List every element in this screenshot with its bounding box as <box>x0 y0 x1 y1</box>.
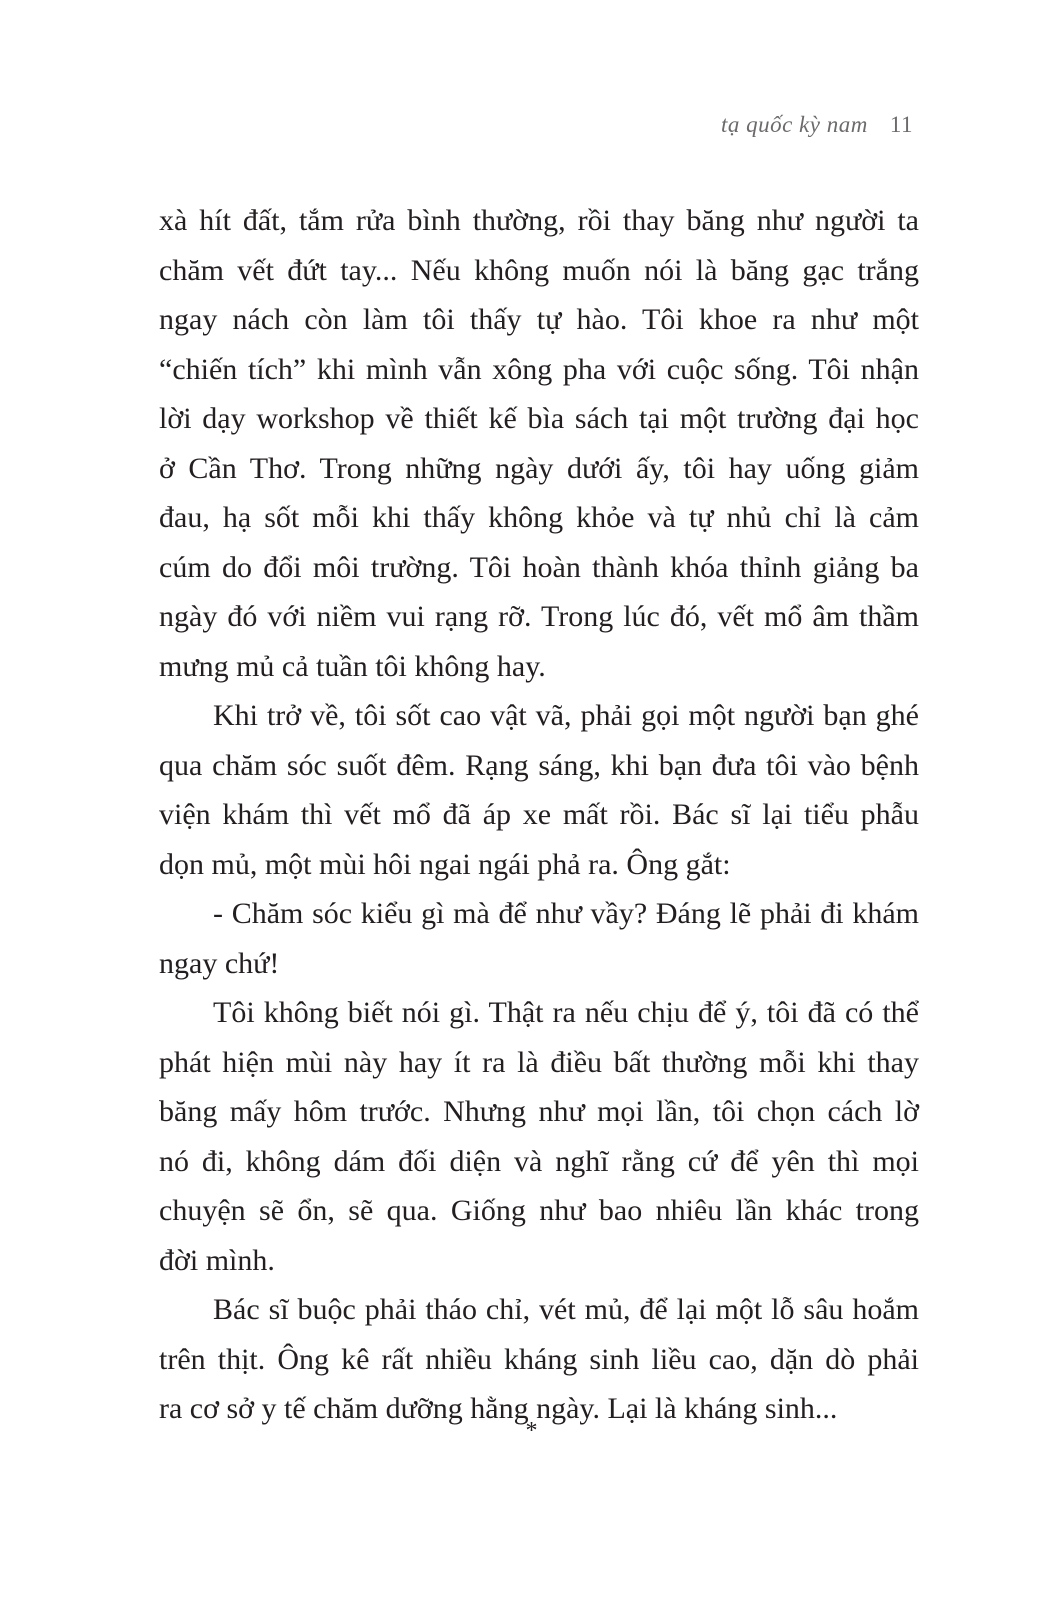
text-line: ngày đó với niềm vui rạng rỡ. Trong lúc đó, vết mổ âm thầm <box>159 600 919 633</box>
text-line: Tôi không biết nói gì. Thật ra nếu chịu để ý, tôi đã có thể <box>213 996 919 1029</box>
text-line: mưng mủ cả tuần tôi không hay. <box>159 649 546 683</box>
text-line: “chiến tích” khi mình vẫn xông pha với cuộc sống. Tôi nhận <box>159 352 919 386</box>
text-line: ngay chứ! <box>159 946 280 980</box>
paragraph <box>159 1285 919 1434</box>
paragraph <box>159 691 919 889</box>
section-break-asterisk: * <box>525 1418 538 1444</box>
page-number: 11 <box>889 112 913 137</box>
text-line: băng mấy hôm trước. Nhưng như mọi lần, tôi chọn cách lờ <box>159 1095 919 1128</box>
text-line: chăm vết đứt tay... Nếu không muốn nói là băng gạc trắng <box>159 253 919 287</box>
text-line: ngay nách còn làm tôi thấy tự hào. Tôi khoe ra như một <box>159 303 919 336</box>
text-line: nó đi, không dám đối diện và nghĩ rằng cứ để yên thì mọi <box>159 1144 919 1178</box>
text-line: ra cơ sở y tế chăm dưỡng hằng ngày. Lại là kháng sinh... <box>159 1392 838 1425</box>
paragraph <box>159 196 919 691</box>
text-line: phát hiện mùi này hay ít ra là điều bất thường mỗi khi thay <box>159 1045 919 1079</box>
text-line: ở Cần Thơ. Trong những ngày dưới ấy, tôi hay uống giảm <box>159 451 919 485</box>
paragraph <box>159 988 919 1285</box>
text-line: xà hít đất, tắm rửa bình thường, rồi thay băng như người ta <box>159 204 919 237</box>
text-line: Khi trở về, tôi sốt cao vật vã, phải gọi một người bạn ghé <box>213 699 919 732</box>
text-line: chuyện sẽ ổn, sẽ qua. Giống như bao nhiêu lần khác trong <box>159 1194 919 1227</box>
text-line: dọn mủ, một mùi hôi ngai ngái phả ra. Ông gắt: <box>159 847 731 881</box>
body-text <box>159 196 919 1434</box>
text-line: qua chăm sóc suốt đêm. Rạng sáng, khi bạn đưa tôi vào bệnh <box>159 748 919 782</box>
text-line: cúm do đổi môi trường. Tôi hoàn thành khóa thỉnh giảng ba <box>159 550 919 584</box>
text-line: đời mình. <box>159 1243 275 1277</box>
text-line: đau, hạ sốt mỗi khi thấy không khỏe và tự nhủ chỉ là cảm <box>159 501 919 534</box>
running-head <box>721 112 913 138</box>
text-line: Bác sĩ buộc phải tháo chỉ, vét mủ, để lại một lỗ sâu hoắm <box>213 1293 919 1326</box>
text-line: - Chăm sóc kiểu gì mà để như vầy? Đáng lẽ phải đi khám <box>213 897 919 930</box>
text-line: viện khám thì vết mổ đã áp xe mất rồi. Bác sĩ lại tiểu phẫu <box>159 798 919 831</box>
dialogue-paragraph <box>159 889 919 988</box>
text-line: lời dạy workshop về thiết kế bìa sách tại một trường đại học <box>159 402 919 435</box>
text-line: trên thịt. Ông kê rất nhiều kháng sinh liều cao, dặn dò phải <box>159 1342 919 1376</box>
running-head-author: tạ quốc kỳ nam <box>720 112 868 137</box>
